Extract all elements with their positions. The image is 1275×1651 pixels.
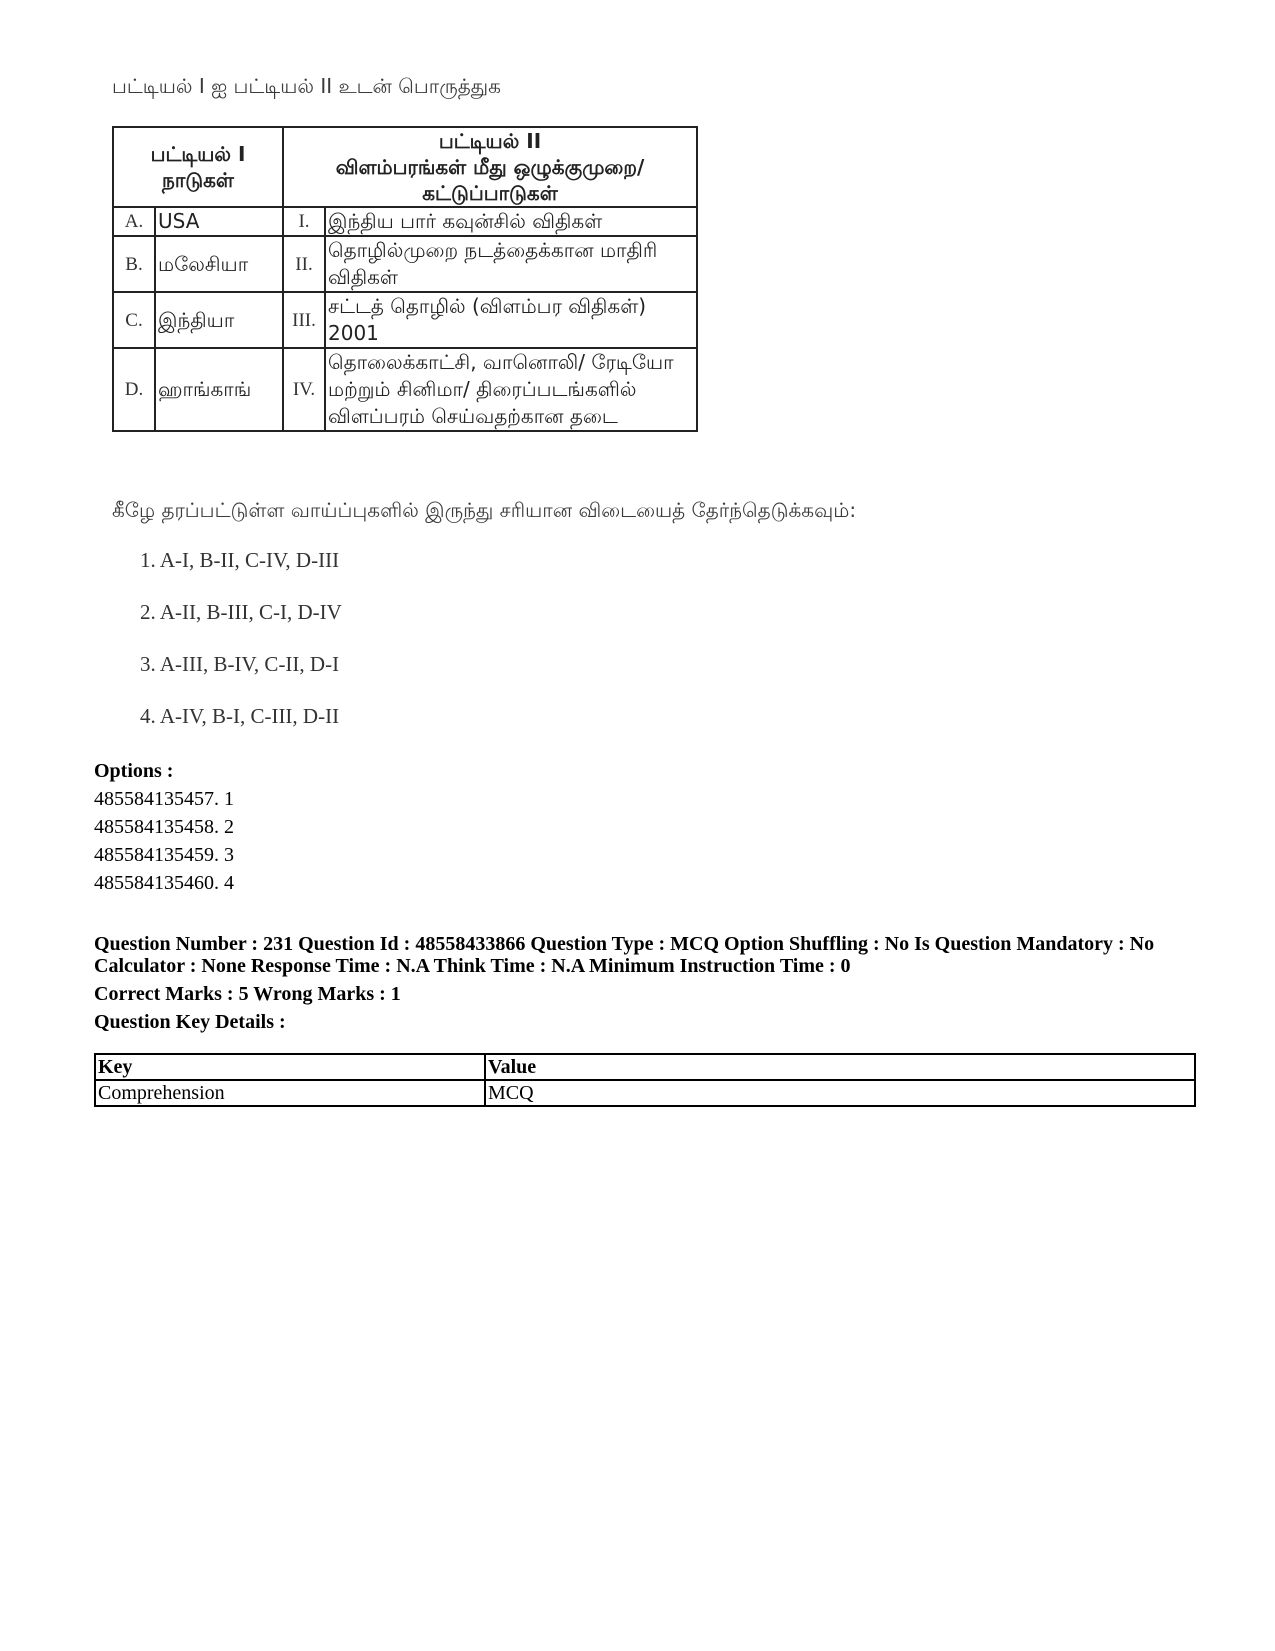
row-item: சட்டத் தொழில் (விளம்பர விதிகள்) 2001 bbox=[325, 292, 697, 348]
match-row bbox=[113, 207, 697, 236]
question-image bbox=[0, 0, 1275, 760]
row-item: தொலைக்காட்சி, வானொலி/ ரேடியோ மற்றும் சினிமா/ திரைப்படங்களில் விளப்பரம் செய்வதற்கான தடை bbox=[325, 348, 697, 431]
row-letter: D. bbox=[113, 348, 155, 431]
key-cell: Comprehension bbox=[95, 1080, 485, 1106]
row-country: USA bbox=[155, 207, 283, 236]
key-table-header bbox=[95, 1054, 1195, 1080]
match-instruction: பட்டியல் I ஐ பட்டியல் II உடன் பொருத்துக bbox=[112, 74, 501, 98]
row-item: தொழில்முறை நடத்தைக்கான மாதிரி விதிகள் bbox=[325, 236, 697, 292]
row-roman: IV. bbox=[283, 348, 325, 431]
match-row bbox=[113, 348, 697, 431]
choice-1: 1. A-I, B-II, C-IV, D-III bbox=[140, 548, 340, 572]
list2-header bbox=[283, 127, 697, 207]
row-country: இந்தியா bbox=[155, 292, 283, 348]
choice-2: 2. A-II, B-III, C-I, D-IV bbox=[140, 600, 342, 624]
match-table bbox=[112, 126, 698, 432]
options-heading: Options : bbox=[94, 760, 174, 782]
option-item: 485584135458. 2 bbox=[94, 816, 234, 838]
list2-subtitle-1: விளம்பரங்கள் மீது ஒழுக்குமுறை/ bbox=[335, 155, 645, 179]
list1-header bbox=[113, 127, 283, 207]
key-details-table bbox=[94, 1053, 1196, 1107]
marks-info: Correct Marks : 5 Wrong Marks : 1 bbox=[94, 983, 401, 1005]
option-item: 485584135460. 4 bbox=[94, 872, 234, 894]
list2-title: பட்டியல் II bbox=[438, 129, 542, 153]
match-row bbox=[113, 292, 697, 348]
value-header: Value bbox=[485, 1054, 1195, 1080]
row-letter: C. bbox=[113, 292, 155, 348]
row-country: மலேசியா bbox=[155, 236, 283, 292]
list2-subtitle-2: கட்டுப்பாடுகள் bbox=[422, 181, 558, 205]
list1-title: பட்டியல் I bbox=[150, 142, 246, 166]
option-item: 485584135459. 3 bbox=[94, 844, 234, 866]
value-cell: MCQ bbox=[485, 1080, 1195, 1106]
question-meta: Question Number : 231 Question Id : 48558433866 Question Type : MCQ Option Shuffling : No Is Question Mandatory : No Calculator : None Response Time : N.A Think Time : N.A Minimum Instruction Time : 0 bbox=[94, 933, 1155, 977]
row-item: இந்திய பார் கவுன்சில் விதிகள் bbox=[325, 207, 697, 236]
key-header: Key bbox=[95, 1054, 485, 1080]
match-row bbox=[113, 236, 697, 292]
key-details-heading: Question Key Details : bbox=[94, 1011, 286, 1033]
choice-3: 3. A-III, B-IV, C-II, D-I bbox=[140, 652, 340, 676]
choose-instruction: கீழே தரப்பட்டுள்ள வாய்ப்புகளில் இருந்து சரியான விடையைத் தேர்ந்தெடுக்கவும்: bbox=[112, 498, 857, 522]
choice-4: 4. A-IV, B-I, C-III, D-II bbox=[140, 704, 340, 728]
row-letter: A. bbox=[113, 207, 155, 236]
row-roman: III. bbox=[283, 292, 325, 348]
row-roman: I. bbox=[283, 207, 325, 236]
key-table-row bbox=[95, 1080, 1195, 1106]
list1-subtitle: நாடுகள் bbox=[162, 168, 234, 192]
row-roman: II. bbox=[283, 236, 325, 292]
match-table-header bbox=[113, 127, 697, 207]
option-item: 485584135457. 1 bbox=[94, 788, 234, 810]
row-country: ஹாங்காங் bbox=[155, 348, 283, 431]
row-letter: B. bbox=[113, 236, 155, 292]
